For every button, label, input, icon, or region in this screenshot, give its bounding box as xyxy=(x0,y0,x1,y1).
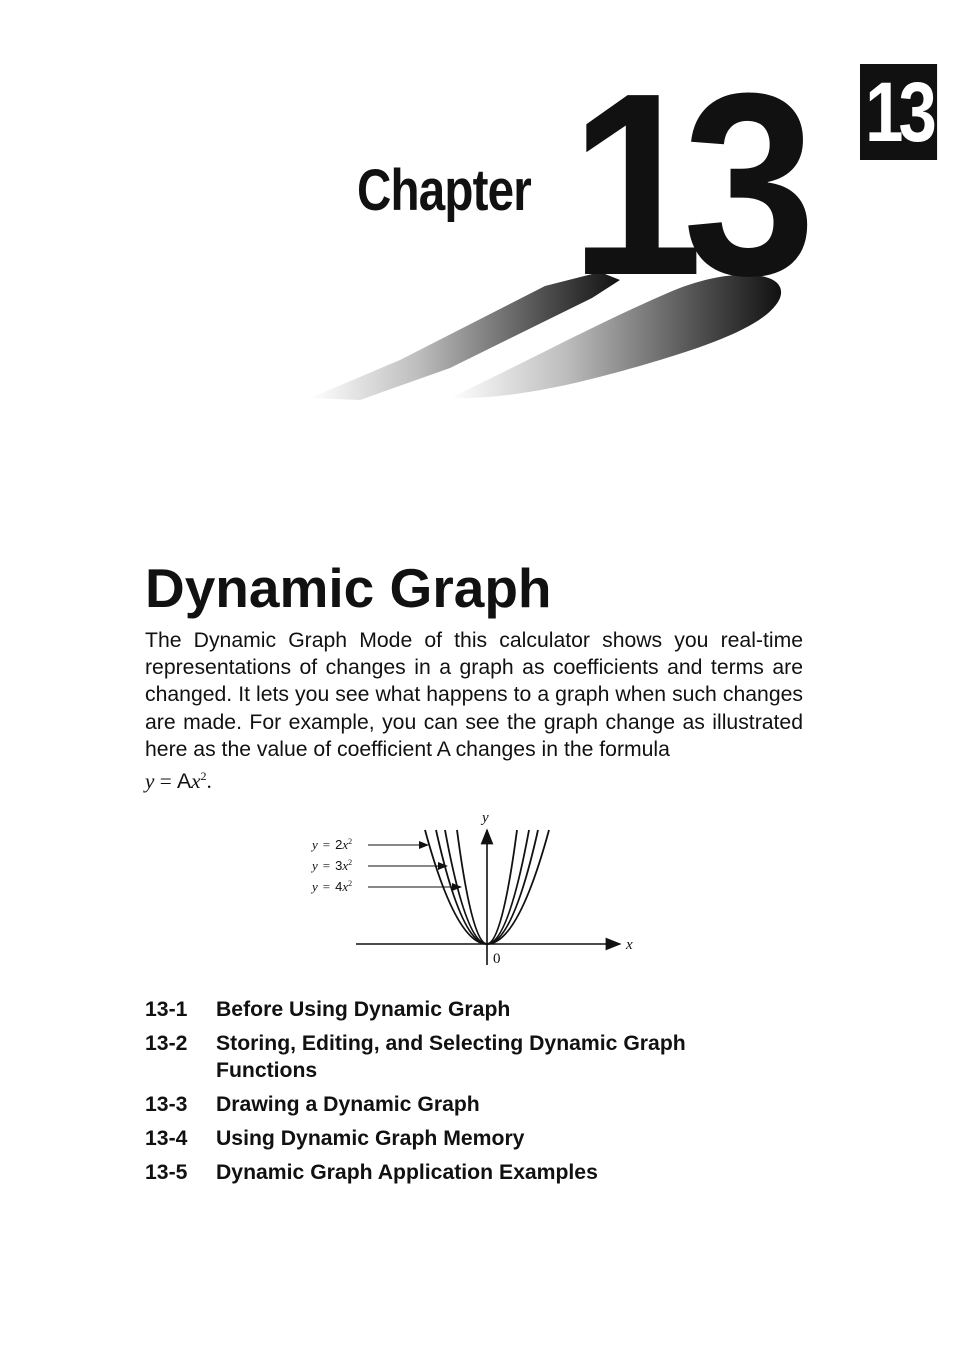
toc-title: Storing, Editing, and Selecting Dynamic Graph Functions xyxy=(216,1032,686,1082)
toc-number: 13-5 xyxy=(145,1161,188,1184)
chapter-word: Chapter xyxy=(357,158,531,223)
toc-item[interactable] xyxy=(145,1125,845,1152)
toc-title: Using Dynamic Graph Memory xyxy=(216,1127,525,1150)
chapter-tab: 13 xyxy=(860,64,937,160)
formula-coefficient: A xyxy=(176,770,192,794)
parabola-graph xyxy=(300,805,650,975)
chapter-number: 13 xyxy=(570,60,796,330)
toc-item[interactable] xyxy=(145,1091,845,1118)
svg-text:y=3x2: $y = 3x^2$ xyxy=(312,858,353,873)
svg-text:y=2x2: $y = 2x^2$ xyxy=(312,837,353,852)
formula-x: x xyxy=(191,769,201,794)
intro-text: The Dynamic Graph Mode of this calculator shows you real-time representations of changes in a graph as coefficients and terms are changed. It lets you see what happens to a graph when such changes are made. For example, you can see the graph change as illustrated here as the value of coefficient A changes in the formula xyxy=(145,629,803,761)
toc-item[interactable] xyxy=(145,1159,845,1186)
chapter-number-graphic xyxy=(300,60,860,420)
page-title: Dynamic Graph xyxy=(145,557,552,619)
toc-number: 13-3 xyxy=(145,1093,188,1116)
toc-item[interactable] xyxy=(145,996,845,1023)
toc-title: Before Using Dynamic Graph xyxy=(216,998,511,1021)
intro-formula xyxy=(145,769,212,793)
y-axis-label: y xyxy=(482,810,489,826)
curve-label-0 xyxy=(310,837,352,852)
intro-paragraph xyxy=(145,627,803,795)
formula-y: y xyxy=(145,769,155,794)
toc-number: 13-2 xyxy=(145,1032,188,1055)
formula-equals: = xyxy=(154,769,177,794)
toc-item[interactable] xyxy=(145,1030,845,1084)
toc-title: Dynamic Graph Application Examples xyxy=(216,1161,598,1184)
x-axis-label: x xyxy=(626,937,633,953)
svg-text:y=4x2: $y = 4x^2$ xyxy=(312,879,353,894)
toc-number: 13-1 xyxy=(145,998,188,1021)
origin-label: 0 xyxy=(493,951,501,967)
formula-period: . xyxy=(206,769,212,794)
curve-label-2 xyxy=(310,879,352,894)
curve-label-1 xyxy=(310,858,352,873)
toc-number: 13-4 xyxy=(145,1127,188,1150)
toc-title: Drawing a Dynamic Graph xyxy=(216,1093,480,1116)
section-list xyxy=(145,996,845,1193)
formula-exponent: 2 xyxy=(200,769,207,784)
